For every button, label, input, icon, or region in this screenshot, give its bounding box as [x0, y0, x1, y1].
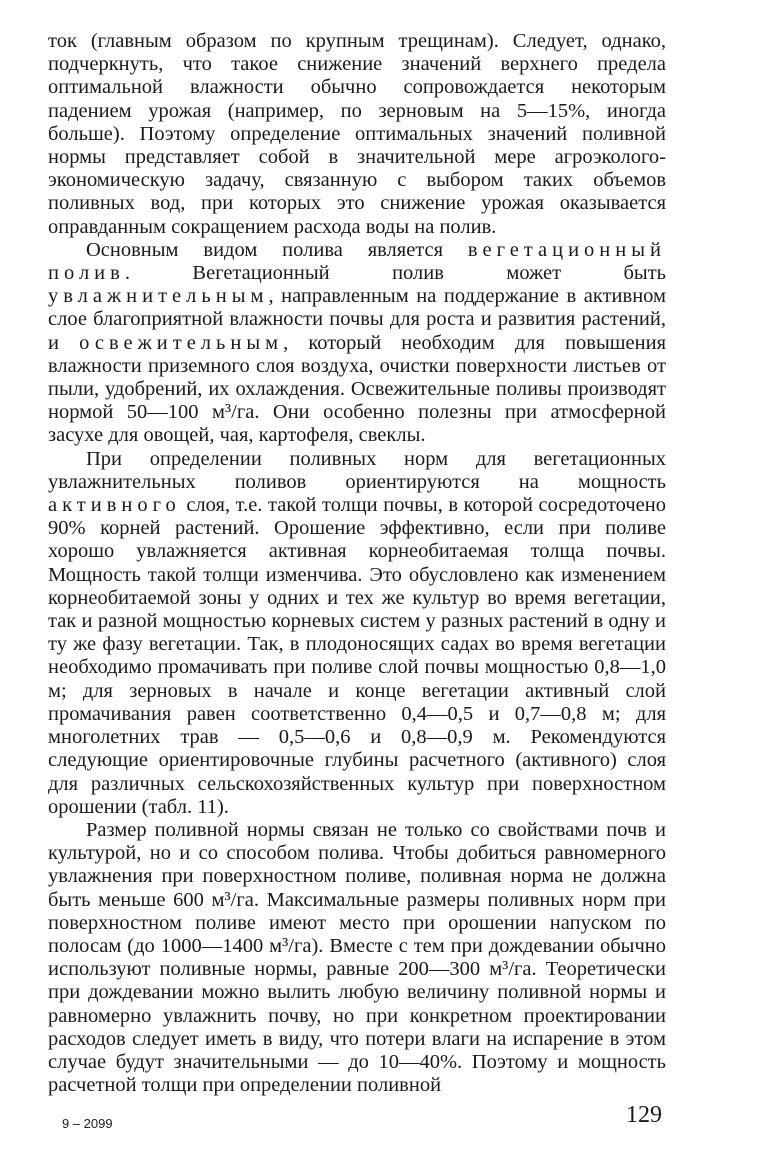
paragraph-1: [48, 30, 666, 239]
paragraph-3: [48, 448, 666, 819]
paragraph-2-text-b: . Вегетационный полив может быть: [124, 262, 666, 285]
paragraph-2-text-a: Основным видом полива является: [86, 238, 468, 261]
body-text: [48, 30, 666, 1097]
page-number: 129: [626, 1102, 662, 1128]
paragraph-2-text-d: , который необходим для повышения влажности приземного слоя воздуха, очистки поверхности листьев от пыли, удобрений, их охлаждения. Освежительные поливы производят нормой 50—100 м³/га. Они особенно полезны при атмосферной засухе для овощей, чая, картофеля, свеклы.: [48, 331, 666, 447]
paragraph-3-term-active: активного: [48, 494, 181, 517]
signature-mark: 9 – 2099: [62, 1116, 113, 1131]
paragraph-2: [48, 239, 666, 448]
paragraph-4-text: Размер поливной нормы связан не только со свойствами почв и культурой, но и со способом полива. Чтобы добиться равномерного увлажнения при поверхностном поливе, поливная норма не должна быть меньше 600 м³/га. Максимальные размеры поливных норм при поверхностном поливе имеют место при орошении напуском по полосам (до 1000—1400 м³/га). Вместе с тем при дождевании обычно используют поливные нормы, равные 200—300 м³/га. Теоретически при дождевании можно вылить любую величину поливной нормы и равномерно увлажнить почву, но при конкретном проектировании расходов следует иметь в виду, что потери влаги на испарение в этом случае будут значительными — до 10—40%. Поэтому и мощность расчетной толщи при определении поливной: [48, 818, 666, 1097]
paragraph-2-text-c: , направленным на поддержание в активном слое благоприятной влажности почвы для роста и развития растений, и: [48, 285, 666, 354]
paragraph-2-term-moistening: увлажнительным: [48, 285, 269, 308]
paragraph-3-text-b: слоя, т.е. такой толщи почвы, в которой сосредоточено 90% корней растений. Орошение эффективно, если при поливе хорошо увлажняется активная корнеобитаемая толща почвы. Мощность такой толщи изменчива. Это обусловлено как изменением корнеобитаемой зоны у одних и тех же культур во время вегетации, так и разной мощностью корневых систем у разных растений в одну и ту же фазу вегетации. Так, в плодоносящих садах во время вегетации необходимо промачивать при поливе слой почвы мощностью 0,8—1,0 м; для зерновых в начале и конце вегетации активный слой промачивания равен соответственно 0,4—0,5 и 0,7—0,8 м; для многолетних трав — 0,5—0,6 и 0,8—0,9 м. Рекомендуются следующие ориентировочные глубины расчетного (активного) слоя для различных сельскохозяйственных культур при поверхностном орошении (табл. 11).: [48, 494, 666, 818]
paragraph-1-text: ток (главным образом по крупным трещинам). Следует, однако, подчеркнуть, что такое снижение значений верхнего предела оптимальной влажности обычно сопровождается некоторым падением урожая (например, по зерновым на 5—15%, иногда больше). Поэтому определение оптимальных значений поливной нормы представляет собой в значительной мере агроэколого-экономическую задачу, связанную с выбором таких объемов поливных вод, при которых это снижение урожая оказывается оправданным сокращением расхода воды на полив.: [48, 30, 666, 238]
paragraph-3-text-a: При определении поливных норм для вегетационных увлажнительных поливов ориентируются на мощность: [48, 447, 666, 493]
paragraph-2-term-refreshing: освежительным: [79, 331, 284, 354]
paragraph-2-term-vegetation-irrigation: вегетационный полив: [48, 238, 666, 285]
paragraph-4: [48, 819, 666, 1097]
